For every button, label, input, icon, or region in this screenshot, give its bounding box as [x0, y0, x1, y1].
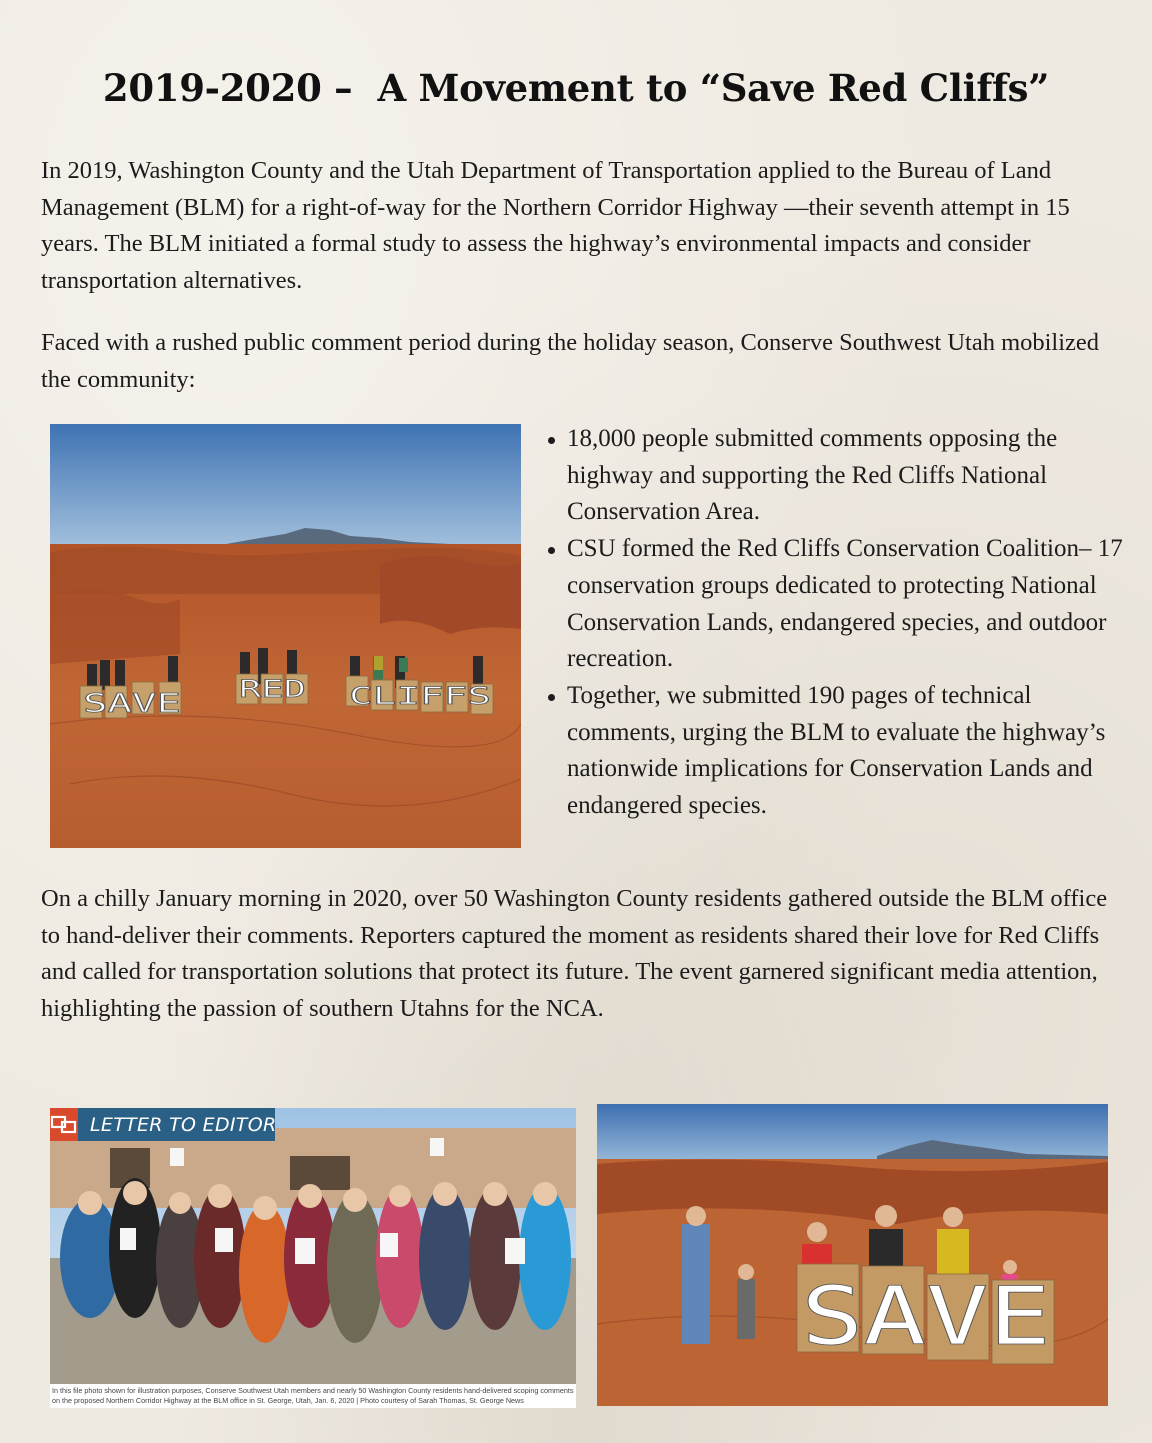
mobilization-paragraph: Faced with a rushed public comment period during the holiday season, Conserve Southwest Utah mobilized the community:: [41, 329, 1100, 393]
sign-save: SAVE: [83, 689, 181, 719]
save-sign-photo: [597, 1104, 1108, 1406]
sign-cliffs: CLIFFS: [349, 682, 491, 710]
save-red-cliffs-photo: [50, 424, 521, 848]
speech-bubbles-icon: [50, 1108, 78, 1141]
bullet-comments: 18,000 people submitted comments opposing the highway and supporting the Red Cliffs National Conservation Area.: [545, 421, 1135, 531]
photo-caption: In this file photo shown for illustration purposes, Conserve Southwest Utah members and nearly 50 Washington County residents hand-delivered scoping comments on the proposed Northern Corridor Highway at the BLM office in St. George, Utah, Jan. 6, 2020 | Photo courtesy of Sarah Thomas, St. George News: [50, 1384, 576, 1408]
letter-to-editor-photo: [50, 1108, 576, 1408]
bullet-coalition: CSU formed the Red Cliffs Conservation Coalition– 17 conservation groups dedicated to protecting National Conservation Lands, endangered species, and outdoor recreation.: [545, 531, 1135, 678]
page-title: 2019-2020 – A Movement to “Save Red Cliffs”: [102, 66, 1050, 110]
january-event-paragraph: On a chilly January morning in 2020, over 50 Washington County residents gathered outside the BLM office to hand-deliver their comments. Reporters captured the moment as residents shared their love for Red Cliffs and called for transportation solutions that protect its future. The event garnered significant media attention, highlighting the passion of southern Utahns for the NCA.: [41, 885, 1108, 1023]
bullet-technical-comments: Together, we submitted 190 pages of technical comments, urging the BLM to evaluate the highway’s nationwide implications for Conservation Lands and endangered species.: [545, 678, 1135, 825]
community-actions-list: [545, 421, 1135, 825]
letter-to-editor-label: LETTER TO EDITOR: [90, 1113, 277, 1136]
intro-paragraph: In 2019, Washington County and the Utah Department of Transportation applied to the Bureau of Land Management (BLM) for a right-of-way for the Northern Corridor Highway —their seventh attempt in 15 years. The BLM initiated a formal study to assess the highway’s environmental impacts and consider transportation alternatives.: [41, 157, 1070, 295]
letter-to-editor-badge: [50, 1108, 275, 1141]
sign-red: RED: [239, 675, 306, 703]
sign-save-large: SAVE: [801, 1270, 1051, 1363]
